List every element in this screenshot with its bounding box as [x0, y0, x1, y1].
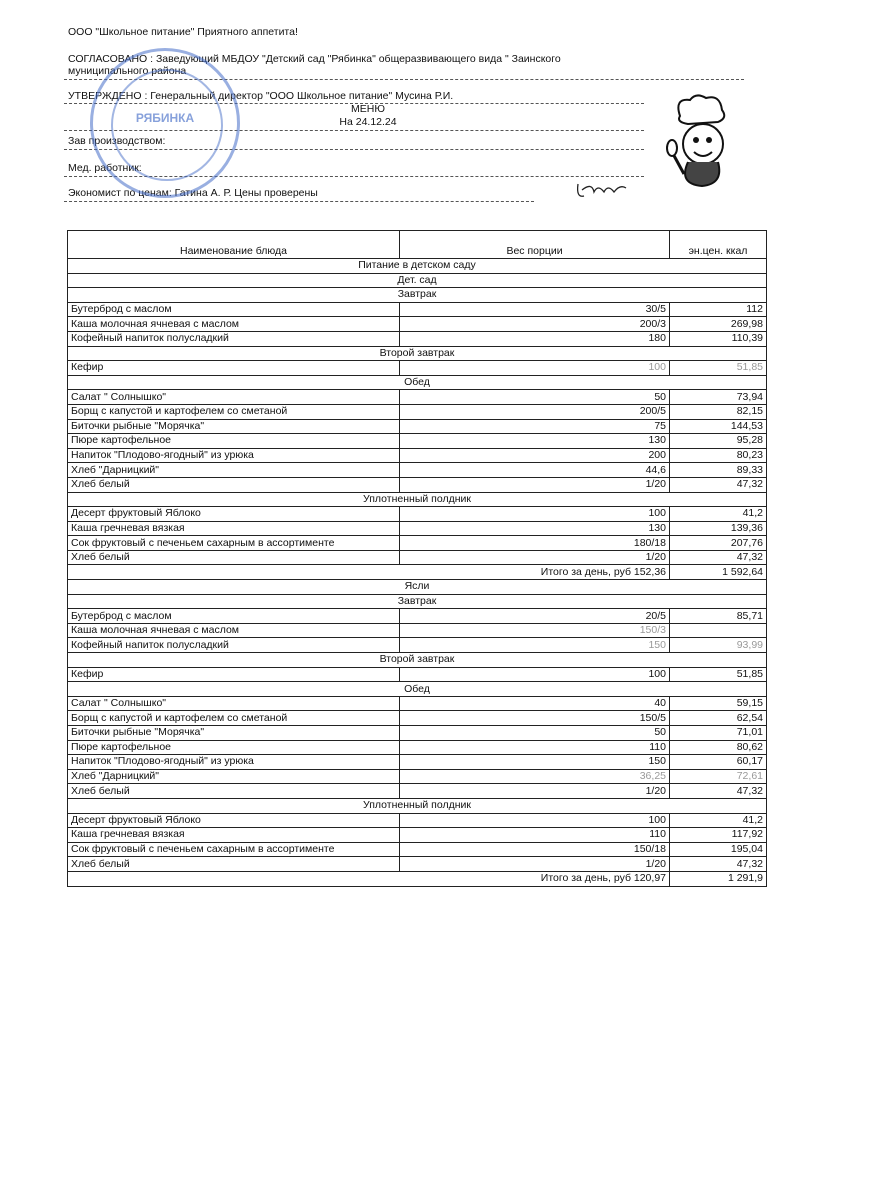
portion-weight: 75 — [400, 419, 670, 434]
kcal-value: 110,39 — [670, 331, 767, 346]
dish-name: Каша молочная ячневая с маслом — [68, 623, 400, 638]
kcal-value: 85,71 — [670, 609, 767, 624]
section-title: Второй завтрак — [68, 653, 767, 668]
kcal-value: 139,36 — [670, 521, 767, 536]
kcal-value: 207,76 — [670, 536, 767, 551]
section-title: Второй завтрак — [68, 346, 767, 361]
dish-name: Бутерброд с маслом — [68, 302, 400, 317]
portion-weight: 30/5 — [400, 302, 670, 317]
table-row — [68, 404, 767, 419]
dish-name: Десерт фруктовый Яблоко — [68, 507, 400, 522]
column-header-dish: Наименование блюда — [68, 231, 400, 259]
table-row — [68, 828, 767, 843]
section-title: Дет. сад — [68, 273, 767, 288]
portion-weight: 150 — [400, 638, 670, 653]
table-row — [68, 419, 767, 434]
dish-name: Хлеб "Дарницкий" — [68, 769, 400, 784]
table-row — [68, 536, 767, 551]
kcal-value: 112 — [670, 302, 767, 317]
dish-name: Салат " Солнышко" — [68, 696, 400, 711]
portion-weight: 50 — [400, 390, 670, 405]
total-label: Итого за день, руб 152,36 — [68, 565, 670, 580]
section-row — [68, 375, 767, 390]
dish-name: Хлеб "Дарницкий" — [68, 463, 400, 478]
portion-weight: 150 — [400, 755, 670, 770]
section-title: Завтрак — [68, 288, 767, 303]
table-row — [68, 317, 767, 332]
dish-name: Бутерброд с маслом — [68, 609, 400, 624]
portion-weight: 40 — [400, 696, 670, 711]
dish-name: Каша гречневая вязкая — [68, 828, 400, 843]
medic-label: Мед. работник: — [68, 162, 142, 174]
kcal-value: 82,15 — [670, 404, 767, 419]
economist-line: Экономист по ценам: Гатина А. Р. Цены проверены — [68, 187, 318, 199]
table-row — [68, 857, 767, 872]
signature-icon — [574, 178, 634, 202]
column-header-kcal: эн.цен. ккал — [670, 231, 767, 259]
table-row — [68, 331, 767, 346]
table-row — [68, 448, 767, 463]
section-row — [68, 682, 767, 697]
table-row — [68, 696, 767, 711]
total-kcal: 1 291,9 — [670, 871, 767, 886]
dish-name: Каша молочная ячневая с маслом — [68, 317, 400, 332]
portion-weight: 1/20 — [400, 477, 670, 492]
dish-name: Пюре картофельное — [68, 740, 400, 755]
table-row — [68, 726, 767, 741]
portion-weight: 180 — [400, 331, 670, 346]
stamp-seal — [90, 48, 240, 198]
dish-name: Хлеб белый — [68, 477, 400, 492]
table-row — [68, 609, 767, 624]
section-row — [68, 798, 767, 813]
portion-weight: 110 — [400, 828, 670, 843]
dish-name: Хлеб белый — [68, 550, 400, 565]
section-row — [68, 594, 767, 609]
portion-weight: 200/3 — [400, 317, 670, 332]
portion-weight: 200/5 — [400, 404, 670, 419]
dish-name: Сок фруктовый с печеньем сахарным в ассортименте — [68, 536, 400, 551]
section-row — [68, 492, 767, 507]
table-row — [68, 390, 767, 405]
table-row — [68, 842, 767, 857]
kcal-value: 269,98 — [670, 317, 767, 332]
table-row — [68, 361, 767, 376]
table-row — [68, 434, 767, 449]
total-row — [68, 871, 767, 886]
portion-weight: 100 — [400, 813, 670, 828]
dish-name: Биточки рыбные "Морячка" — [68, 726, 400, 741]
kcal-value: 93,99 — [670, 638, 767, 653]
section-row — [68, 580, 767, 595]
portion-weight: 150/18 — [400, 842, 670, 857]
section-title: Уплотненный полдник — [68, 798, 767, 813]
table-row — [68, 711, 767, 726]
portion-weight: 130 — [400, 521, 670, 536]
dish-name: Хлеб белый — [68, 784, 400, 799]
dish-name: Кефир — [68, 667, 400, 682]
menu-table — [67, 230, 767, 887]
column-header-weight: Вес порции — [400, 231, 670, 259]
kcal-value: 195,04 — [670, 842, 767, 857]
table-row — [68, 463, 767, 478]
kcal-value: 73,94 — [670, 390, 767, 405]
table-row — [68, 667, 767, 682]
dish-name: Напиток "Плодово-ягодный" из урюка — [68, 755, 400, 770]
kcal-value: 51,85 — [670, 361, 767, 376]
table-row — [68, 521, 767, 536]
kcal-value: 71,01 — [670, 726, 767, 741]
dish-name: Салат " Солнышко" — [68, 390, 400, 405]
kcal-value: 60,17 — [670, 755, 767, 770]
chef-mascot-icon — [666, 92, 738, 192]
kcal-value: 62,54 — [670, 711, 767, 726]
table-row — [68, 784, 767, 799]
section-title: Ясли — [68, 580, 767, 595]
table-row — [68, 755, 767, 770]
portion-weight: 100 — [400, 507, 670, 522]
menu-title: МЕНЮ — [351, 103, 385, 115]
dish-name: Кофейный напиток полусладкий — [68, 331, 400, 346]
section-row — [68, 288, 767, 303]
section-row — [68, 653, 767, 668]
table-row — [68, 769, 767, 784]
dish-name: Кофейный напиток полусладкий — [68, 638, 400, 653]
table-row — [68, 623, 767, 638]
dish-name: Кефир — [68, 361, 400, 376]
kcal-value: 51,85 — [670, 667, 767, 682]
kcal-value: 72,61 — [670, 769, 767, 784]
section-row — [68, 273, 767, 288]
portion-weight: 100 — [400, 667, 670, 682]
divider — [64, 201, 534, 202]
kcal-value — [670, 623, 767, 638]
portion-weight: 150/5 — [400, 711, 670, 726]
kcal-value: 41,2 — [670, 507, 767, 522]
section-title: Уплотненный полдник — [68, 492, 767, 507]
portion-weight: 110 — [400, 740, 670, 755]
section-row — [68, 259, 767, 274]
portion-weight: 150/3 — [400, 623, 670, 638]
kcal-value: 95,28 — [670, 434, 767, 449]
kcal-value: 41,2 — [670, 813, 767, 828]
approved-line: УТВЕРЖДЕНО : Генеральный директор "ООО Школьное питание" Мусина Р.И. — [68, 90, 454, 102]
agreed-line-2: муниципального района — [68, 65, 187, 77]
menu-date: На 24.12.24 — [339, 116, 397, 128]
portion-weight: 1/20 — [400, 784, 670, 799]
dish-name: Борщ с капустой и картофелем со сметаной — [68, 404, 400, 419]
portion-weight: 180/18 — [400, 536, 670, 551]
kcal-value: 117,92 — [670, 828, 767, 843]
portion-weight: 44,6 — [400, 463, 670, 478]
kcal-value: 89,33 — [670, 463, 767, 478]
table-row — [68, 302, 767, 317]
portion-weight: 1/20 — [400, 550, 670, 565]
portion-weight: 50 — [400, 726, 670, 741]
kcal-value: 144,53 — [670, 419, 767, 434]
dish-name: Биточки рыбные "Морячка" — [68, 419, 400, 434]
portion-weight: 1/20 — [400, 857, 670, 872]
company-line: ООО "Школьное питание" Приятного аппетита! — [68, 26, 298, 38]
section-title: Обед — [68, 375, 767, 390]
table-row — [68, 638, 767, 653]
section-title: Питание в детском саду — [68, 259, 767, 274]
total-label: Итого за день, руб 120,97 — [68, 871, 670, 886]
kcal-value: 47,32 — [670, 857, 767, 872]
dish-name: Десерт фруктовый Яблоко — [68, 813, 400, 828]
table-row — [68, 813, 767, 828]
dish-name: Напиток "Плодово-ягодный" из урюка — [68, 448, 400, 463]
section-title: Обед — [68, 682, 767, 697]
table-row — [68, 550, 767, 565]
stamp-text: РЯБИНКА — [135, 111, 195, 125]
production-head-label: Зав производством: — [68, 135, 166, 147]
table-header — [68, 231, 767, 259]
kcal-value: 80,62 — [670, 740, 767, 755]
agreed-line: СОГЛАСОВАНО : Заведующий МБДОУ "Детский сад "Рябинка" общеразвивающего вида " Заинского — [68, 53, 561, 65]
dish-name: Сок фруктовый с печеньем сахарным в ассортименте — [68, 842, 400, 857]
dish-name: Борщ с капустой и картофелем со сметаной — [68, 711, 400, 726]
dish-name: Пюре картофельное — [68, 434, 400, 449]
portion-weight: 20/5 — [400, 609, 670, 624]
table-row — [68, 507, 767, 522]
table-row — [68, 740, 767, 755]
kcal-value: 47,32 — [670, 550, 767, 565]
dish-name: Хлеб белый — [68, 857, 400, 872]
section-title: Завтрак — [68, 594, 767, 609]
table-row — [68, 477, 767, 492]
kcal-value: 47,32 — [670, 477, 767, 492]
kcal-value: 80,23 — [670, 448, 767, 463]
kcal-value: 47,32 — [670, 784, 767, 799]
portion-weight: 36,25 — [400, 769, 670, 784]
portion-weight: 200 — [400, 448, 670, 463]
kcal-value: 59,15 — [670, 696, 767, 711]
dish-name: Каша гречневая вязкая — [68, 521, 400, 536]
total-kcal: 1 592,64 — [670, 565, 767, 580]
total-row — [68, 565, 767, 580]
portion-weight: 130 — [400, 434, 670, 449]
portion-weight: 100 — [400, 361, 670, 376]
section-row — [68, 346, 767, 361]
